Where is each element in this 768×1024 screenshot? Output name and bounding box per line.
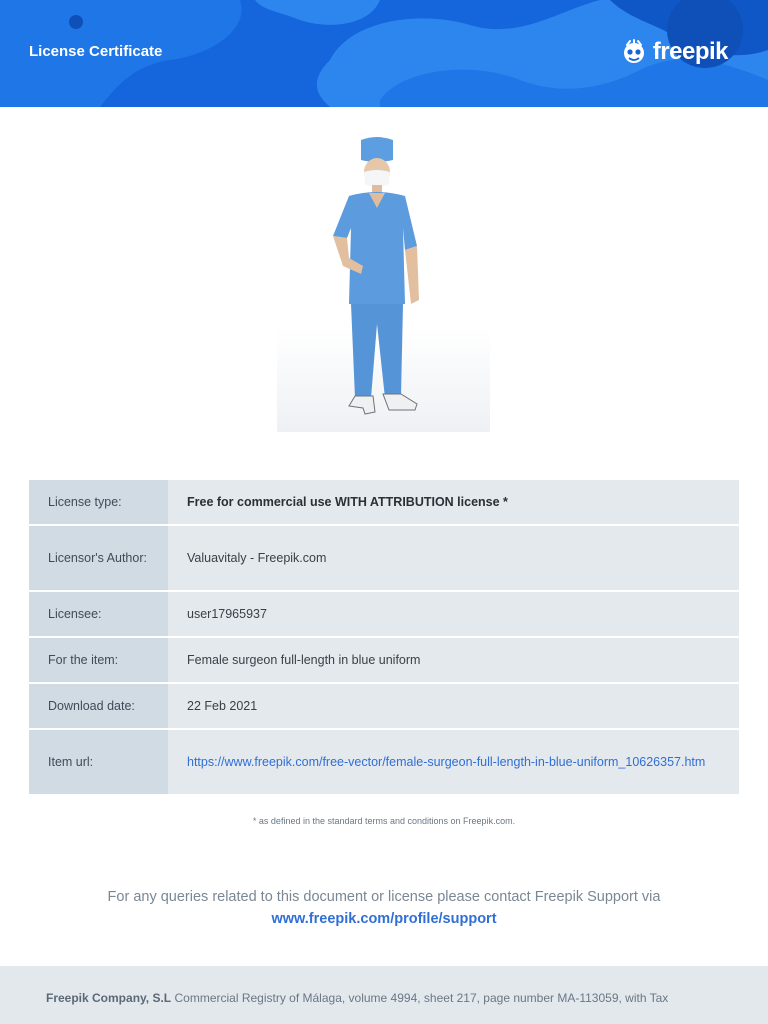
item-label: For the item: [29, 638, 168, 682]
company-name: Freepik Company, S.L [46, 991, 172, 1005]
table-row [29, 684, 739, 728]
licensee-value: user17965937 [168, 592, 739, 636]
license-type-label: License type: [29, 480, 168, 524]
download-date-value: 22 Feb 2021 [168, 684, 739, 728]
licensee-label: Licensee: [29, 592, 168, 636]
licensor-author-value: Valuavitaly - Freepik.com [168, 526, 739, 590]
item-url-cell [168, 730, 739, 794]
table-row [29, 526, 739, 590]
license-type-value: Free for commercial use WITH ATTRIBUTION license * [168, 480, 739, 524]
license-details-table [29, 480, 739, 796]
terms-footnote: * as defined in the standard terms and conditions on Freepik.com. [252, 816, 516, 826]
item-url-link[interactable]: https://www.freepik.com/free-vector/female-surgeon-full-length-in-blue-uniform_10626357.htm [187, 754, 706, 769]
support-text: For any queries related to this document or license please contact Freepik Support via [107, 889, 661, 905]
table-row [29, 638, 739, 682]
footer-text [46, 991, 668, 1005]
freepik-mascot-icon [621, 39, 647, 65]
company-footer [0, 966, 768, 1024]
brand-name: freepik [652, 38, 728, 65]
download-date-label: Download date: [29, 684, 168, 728]
table-row [29, 480, 739, 524]
item-url-label: Item url: [29, 730, 168, 794]
item-value: Female surgeon full-length in blue uniform [168, 638, 739, 682]
surgeon-photo [277, 128, 490, 432]
support-link[interactable]: www.freepik.com/profile/support [271, 911, 497, 927]
registry-info: Commercial Registry of Málaga, volume 4994, sheet 217, page number MA-113059, with Tax [174, 991, 669, 1005]
table-row [29, 730, 739, 794]
table-row [29, 592, 739, 636]
freepik-logo [621, 38, 728, 66]
page-title: License Certificate [29, 43, 163, 60]
licensor-author-label: Licensor's Author: [29, 526, 168, 590]
support-contact [0, 886, 768, 930]
certificate-header [0, 0, 768, 107]
